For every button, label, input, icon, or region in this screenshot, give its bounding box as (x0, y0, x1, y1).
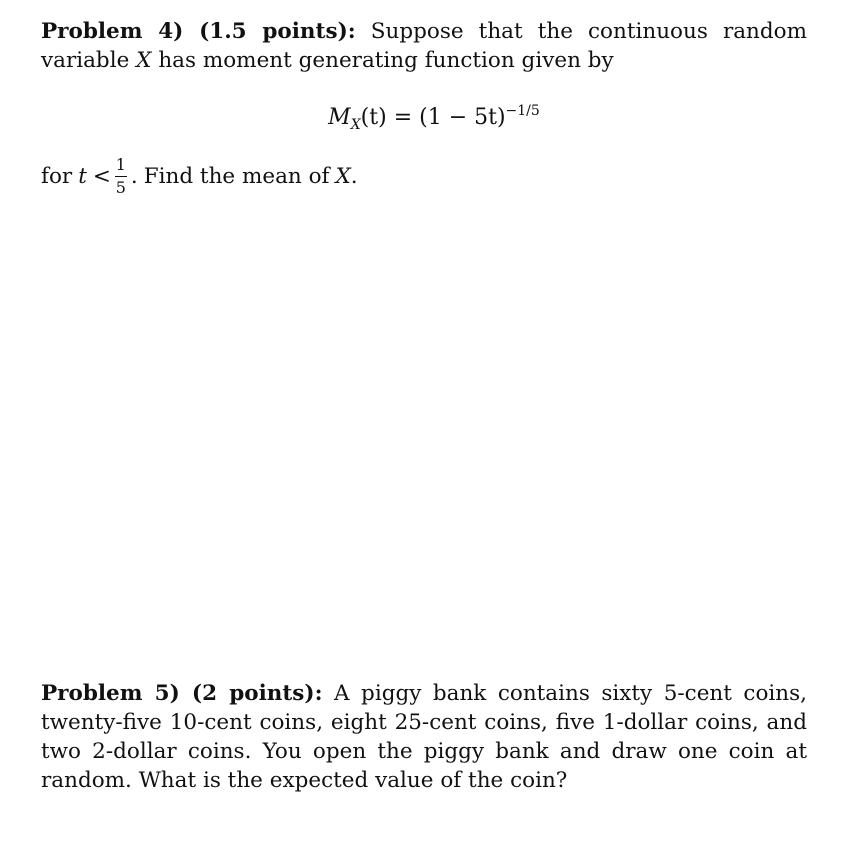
condition-question-var: X (335, 163, 351, 189)
formula-rhs-exponent: −1/5 (505, 103, 540, 119)
formula-equals: = (393, 105, 413, 130)
problem-4-text-before: Suppose that the continuous random variable (41, 19, 807, 73)
condition-operator: < (92, 163, 111, 189)
problem-5-heading: Problem 5) (2 points): (41, 681, 323, 706)
problem-4-condition (41, 148, 358, 204)
problem-5-statement (41, 679, 807, 795)
condition-end: . (350, 163, 358, 189)
mgf-formula (0, 94, 868, 142)
formula-rhs-base: (1 − 5t) (419, 105, 506, 130)
formula-lhs-sub: X (350, 117, 361, 133)
problem-4-heading: Problem 4) (1.5 points): (41, 19, 356, 44)
fraction-numerator: 1 (115, 154, 126, 174)
condition-prefix: for (41, 163, 73, 189)
problem-4-text-after: has moment generating function given by (158, 48, 614, 73)
fraction-bar (115, 176, 127, 177)
condition-period: . (130, 163, 138, 189)
fraction-denominator: 5 (115, 177, 126, 197)
problem-4-statement (41, 17, 807, 75)
problem-4-variable: X (136, 48, 152, 73)
formula-lhs-main: M (328, 105, 351, 130)
condition-var: t (78, 163, 87, 189)
formula-lhs-arg: (t) (360, 105, 387, 130)
problem-5-text: A piggy bank contains sixty 5-cent coins, twenty-five 10-cent coins, eight 25-cent coins, five 1-dollar coins, and two 2-dollar coins. You open the piggy bank and draw one coin at random. What is the expected value of the coin? (41, 681, 807, 793)
condition-question: Find the mean of (143, 163, 330, 189)
condition-fraction (115, 156, 127, 197)
